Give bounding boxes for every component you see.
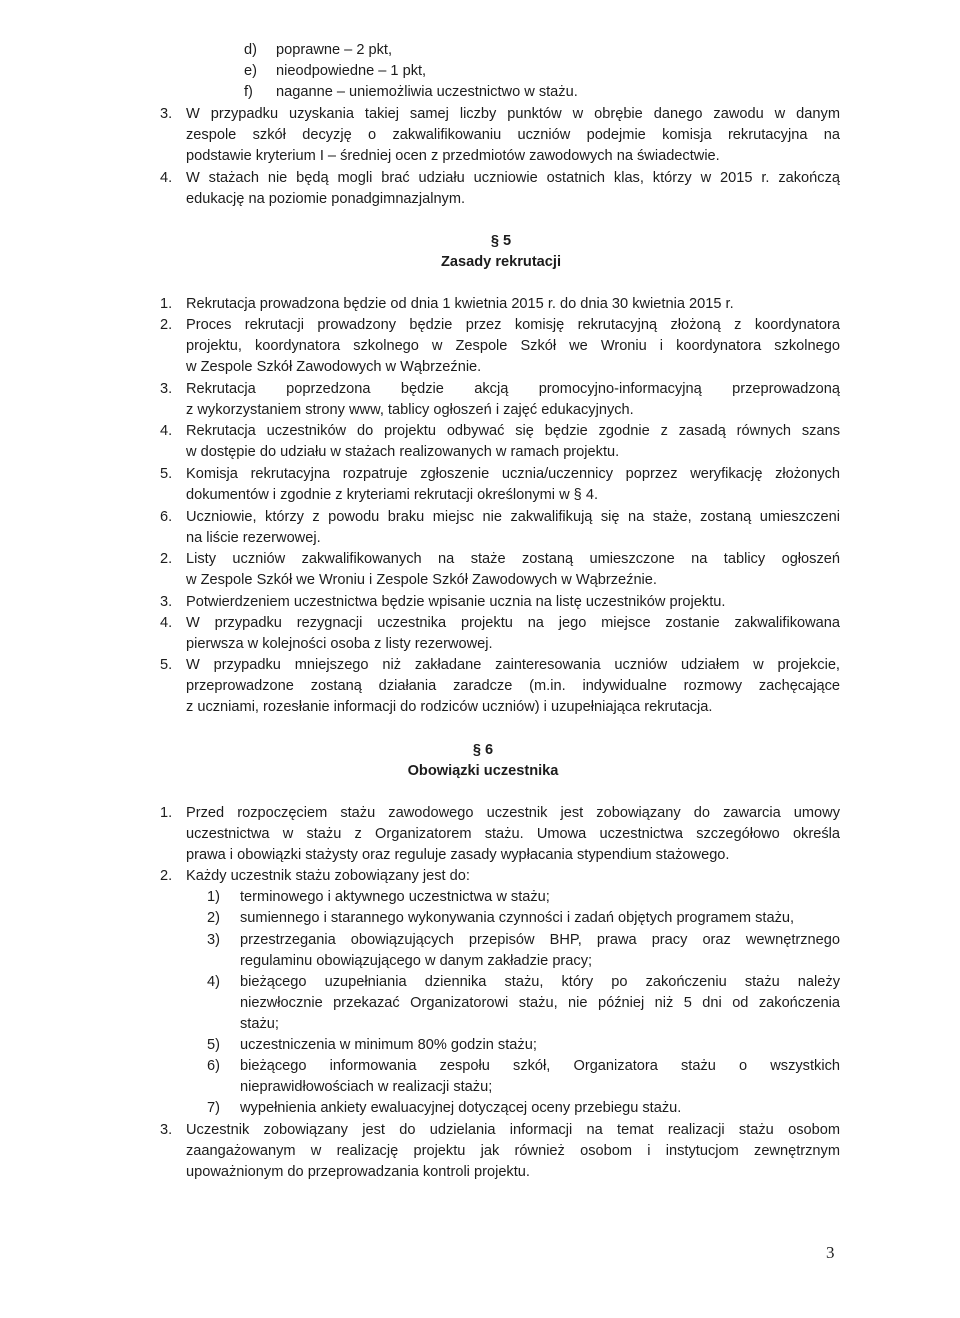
list-marker: 4.: [160, 615, 173, 631]
text-line: w Zespole Szkół we Wroniu i Zespole Szkół Zawodowych w Wąbrzeźnie.: [186, 572, 657, 588]
section-title: Zasady rekrutacji: [440, 254, 562, 270]
section-number: § 6: [472, 742, 494, 758]
text-line: pierwsza w kolejności osoba z listy rezerwowej.: [186, 636, 493, 652]
list-marker: 3.: [160, 1122, 173, 1138]
text-line: w Zespole Szkół Zawodowych w Wąbrzeźnie.: [186, 359, 482, 375]
text-line: Komisja rekrutacyjna rozpatruje zgłoszenie ucznia/uczennicy poprzez weryfikację złożonych: [186, 466, 840, 482]
text-line: terminowego i aktywnego uczestnictwa w stażu;: [240, 889, 550, 905]
text-line: Każdy uczestnik stażu zobowiązany jest do:: [186, 868, 470, 884]
list-marker: 2.: [160, 317, 173, 333]
list-marker: 6): [207, 1058, 220, 1074]
text-line: W przypadku rezygnacji uczestnika projektu na jego miejsce zostanie zakwalifikowana: [186, 615, 840, 631]
text-line: regulaminu obowiązującego w danym zakładzie pracy;: [240, 953, 593, 969]
text-line: poprawne – 2 pkt,: [276, 42, 393, 58]
text-line: na liście rezerwowej.: [186, 530, 321, 546]
list-marker: 4.: [160, 423, 173, 439]
text-line: Proces rekrutacji prowadzony będzie przez komisję rekrutacyjną złożoną z koordynatora: [186, 317, 840, 333]
text-line: Rekrutacja uczestników do projektu odbywać się będzie zgodnie z zasadą równych szans: [186, 423, 840, 439]
text-line: z wykorzystaniem strony www, tablicy ogłoszeń i zajęć edukacyjnych.: [186, 402, 634, 418]
text-line: niezwłocznie przekazać Organizatorowi stażu, nie później niż 5 dni od zakończenia: [240, 995, 840, 1011]
text-line: wypełnienia ankiety ewaluacyjnej dotyczącej oceny przebiegu stażu.: [240, 1100, 682, 1116]
text-line: Przed rozpoczęciem stażu zawodowego uczestnik jest zobowiązany do zawarcia umowy: [186, 805, 840, 821]
text-line: projektu, koordynatora szkolnego w Zespole Szkół we Wroniu i koordynatora szkolnego: [186, 338, 840, 354]
text-line: Uczniowie, którzy z powodu braku miejsc nie zakwalifikują się na staże, zostaną umieszczeni: [186, 509, 840, 525]
text-line: Rekrutacja poprzedzona będzie akcją promocyjno-informacyjną przeprowadzoną: [186, 381, 840, 397]
text-line: bieżącego uzupełniania dziennika stażu, który po zakończeniu stażu należy: [240, 974, 840, 990]
list-marker: d): [244, 42, 257, 58]
list-marker: 4.: [160, 170, 173, 186]
text-line: Listy uczniów zakwalifikowanych na staże zostaną umieszczone na tablicy ogłoszeń: [186, 551, 840, 567]
list-marker: 5): [207, 1037, 220, 1053]
text-line: uczestniczenia w minimum 80% godzin stażu;: [240, 1037, 537, 1053]
text-line: upoważnionym do przeprowadzania kontroli projektu.: [186, 1164, 530, 1180]
text-line: W stażach nie będą mogli brać udziału uczniowie ostatnich klas, którzy w 2015 r. zakończą: [186, 170, 840, 186]
text-line: podstawie kryterium I – średniej ocen z przedmiotów zawodowych na świadectwie.: [186, 148, 720, 164]
text-line: W przypadku mniejszego niż zakładane zainteresowania uczniów udziałem w projekcie,: [186, 657, 840, 673]
section-title: Obowiązki uczestnika: [407, 763, 559, 779]
text-line: z uczniami, rozesłanie informacji do rodziców uczniów) i uzupełniająca rekrutacja.: [186, 699, 713, 715]
text-line: nieodpowiedne – 1 pkt,: [276, 63, 427, 79]
list-marker: e): [244, 63, 257, 79]
list-marker: 5.: [160, 657, 173, 673]
text-line: nieprawidłowościach w realizacji stażu;: [240, 1079, 493, 1095]
list-marker: 5.: [160, 466, 173, 482]
list-marker: 6.: [160, 509, 173, 525]
list-marker: 2): [207, 910, 220, 926]
list-marker: 3.: [160, 106, 173, 122]
text-line: zespole szkół decyzję o zakwalifikowaniu uczniów podejmie komisja rekrutacyjna na: [186, 127, 840, 143]
list-marker: 3.: [160, 594, 173, 610]
text-line: Uczestnik zobowiązany jest do udzielania informacji na temat realizacji stażu osobom: [186, 1122, 840, 1138]
text-line: sumiennego i starannego wykonywania czynności i zadań objętych programem stażu,: [240, 910, 795, 926]
list-marker: 3): [207, 932, 220, 948]
text-line: Potwierdzeniem uczestnictwa będzie wpisanie ucznia na listę uczestników projektu.: [186, 594, 726, 610]
text-line: prawa i obowiązki stażysty oraz reguluje zasady wypłacania stypendium stażowego.: [186, 847, 730, 863]
text-line: stażu;: [240, 1016, 279, 1032]
list-marker: 3.: [160, 381, 173, 397]
text-line: Rekrutacja prowadzona będzie od dnia 1 kwietnia 2015 r. do dnia 30 kwietnia 2015 r.: [186, 296, 734, 312]
list-marker: 7): [207, 1100, 220, 1116]
text-line: W przypadku uzyskania takiej samej liczby punktów w obrębie danego zawodu w danym: [186, 106, 840, 122]
text-line: w dostępie do udziału w stażach realizowanych w ramach projektu.: [186, 444, 620, 460]
text-line: uczestnictwa w stażu z Organizatorem stażu. Umowa uczestnictwa szczegółowo określa: [186, 826, 840, 842]
text-line: przeprowadzone zostaną działania zaradcze (m.in. indywidualne rozmowy zachęcające: [186, 678, 840, 694]
text-line: dokumentów i zgodnie z kryteriami rekrutacji określonymi w § 4.: [186, 487, 599, 503]
page-number: 3: [826, 1243, 835, 1262]
text-line: naganne – uniemożliwia uczestnictwo w stażu.: [276, 84, 578, 100]
section-number: § 5: [490, 233, 512, 249]
list-marker: f): [244, 84, 253, 100]
text-line: bieżącego informowania zespołu szkół, Organizatora stażu o wszystkich: [240, 1058, 840, 1074]
text-line: zaangażowanym w realizację projektu jak również osobom i instytucjom zewnętrznym: [186, 1143, 840, 1159]
list-marker: 2.: [160, 868, 173, 884]
text-line: edukację na poziomie ponadgimnazjalnym.: [186, 191, 466, 207]
list-marker: 4): [207, 974, 220, 990]
list-marker: 1.: [160, 296, 173, 312]
list-marker: 2.: [160, 551, 173, 567]
text-line: przestrzegania obowiązujących przepisów BHP, prawa pracy oraz wewnętrznego: [240, 932, 840, 948]
list-marker: 1): [207, 889, 220, 905]
list-marker: 1.: [160, 805, 173, 821]
